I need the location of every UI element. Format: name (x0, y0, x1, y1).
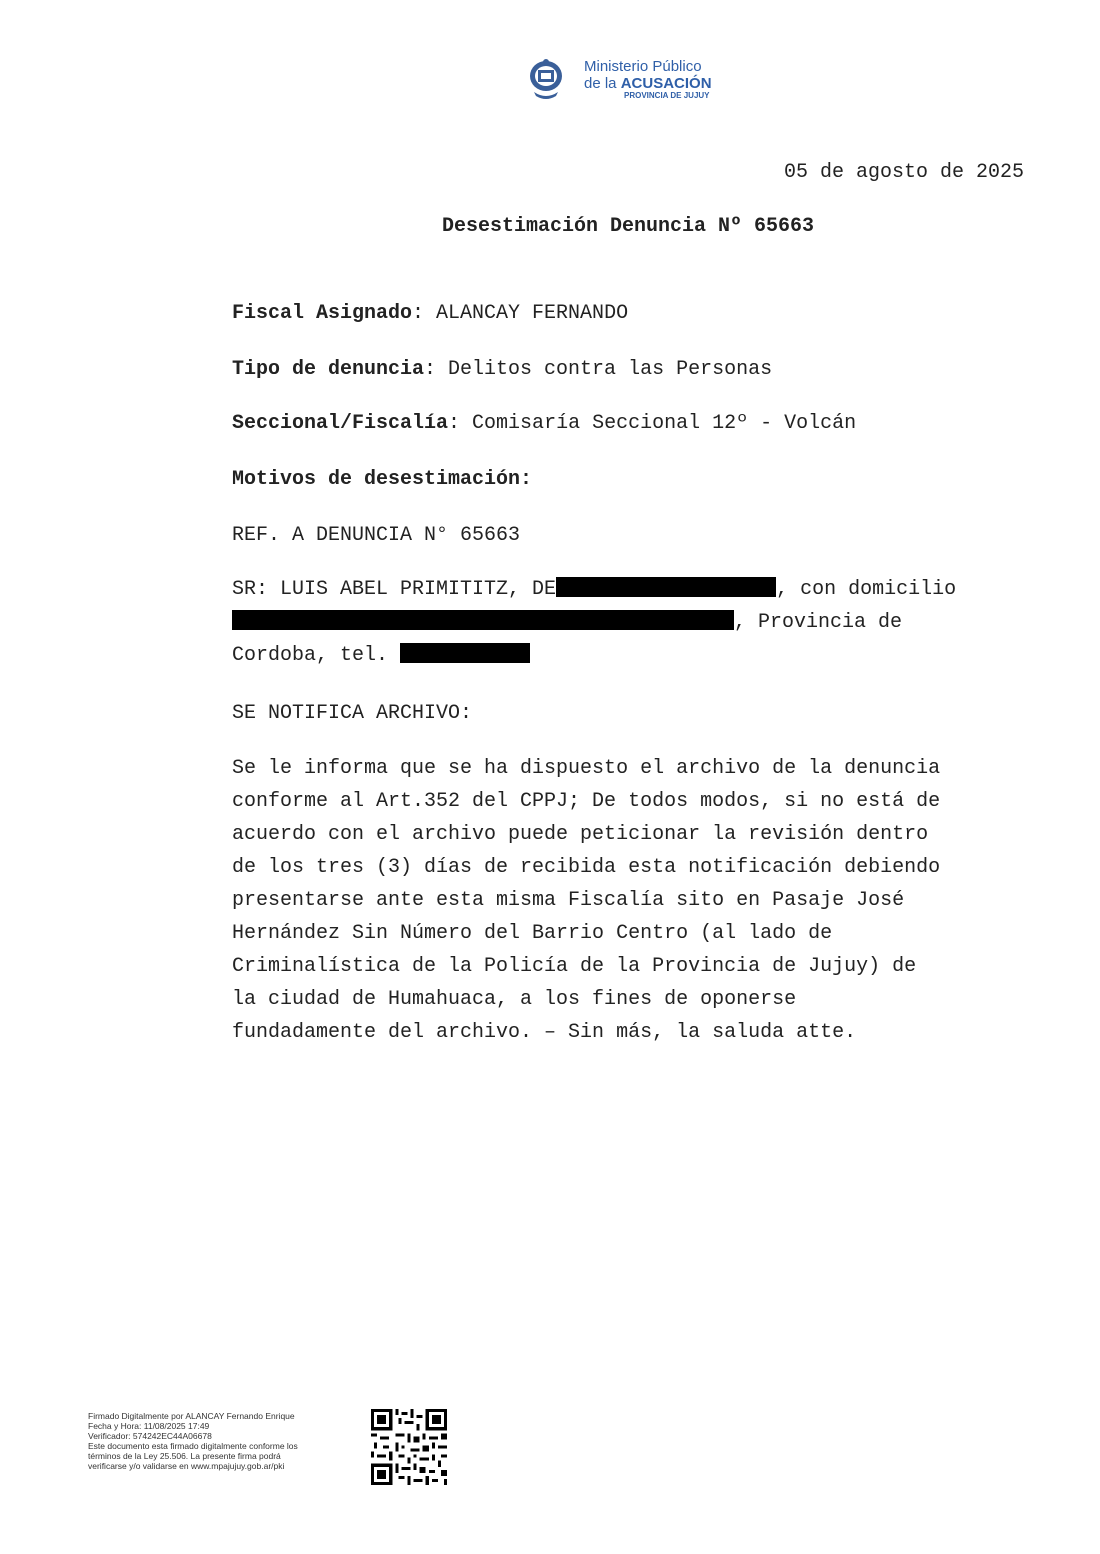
document-date: 05 de agosto de 2025 (783, 161, 1024, 184)
logo-line-3: PROVINCIA DE JUJUY (624, 91, 710, 100)
body-line: presentarse ante esta misma Fiscalía sito en Pasaje José (232, 889, 905, 912)
tipo-field (232, 358, 772, 381)
body-line: Criminalística de la Policía de la Provincia de Jujuy) de (232, 955, 917, 978)
motivos-label: Motivos de desestimación: (232, 468, 533, 491)
document-title: Desestimación Denuncia Nº 65663 (441, 215, 815, 238)
seccional-value: : Comisaría Seccional 12º - Volcán (448, 412, 857, 435)
sr-line-2 (232, 606, 1032, 639)
signature-line: Este documento esta firmado digitalmente conforme los (88, 1441, 298, 1451)
signature-line: Firmado Digitalmente por ALANCAY Fernando Enrique (88, 1411, 295, 1421)
sr-line-3-a: Cordoba, tel. (232, 644, 401, 667)
signature-line: términos de la Ley 25.506. La presente firma podrá (88, 1451, 281, 1461)
sr-line-1-b: , con domicilio (776, 578, 957, 601)
signature-line: Fecha y Hora: 11/08/2025 17:49 (88, 1421, 210, 1431)
signature-line: verificarse y/o validarse en www.mpajujuy.gob.ar/pki (88, 1461, 285, 1471)
notifica-line: SE NOTIFICA ARCHIVO: (232, 702, 473, 725)
body-line: fundadamente del archivo. – Sin más, la saluda atte. (232, 1021, 857, 1044)
motivos-heading (232, 468, 532, 491)
logo-line-1: Ministerio Público (584, 58, 702, 75)
seccional-label: Seccional/Fiscalía (232, 412, 449, 435)
sr-line-1-a: SR: LUIS ABEL PRIMITITZ, DE (232, 578, 557, 601)
redaction-bar (400, 643, 530, 663)
emblem-icon (528, 56, 564, 102)
ministry-logo (528, 56, 738, 104)
body-line: acuerdo con el archivo puede peticionar la revisión dentro (232, 823, 929, 846)
body-line: Hernández Sin Número del Barrio Centro (al lado de (232, 922, 833, 945)
sr-line-1 (232, 573, 1032, 606)
fiscal-field (232, 302, 628, 325)
sr-paragraph (232, 573, 1032, 672)
logo-line-2 (584, 75, 712, 92)
qr-code-icon (371, 1409, 447, 1485)
tipo-label: Tipo de denuncia (232, 358, 425, 381)
redaction-bar (232, 610, 734, 630)
ref-line: REF. A DENUNCIA N° 65663 (232, 524, 521, 547)
logo-line-2-prefix: de la (584, 75, 621, 92)
fiscal-label: Fiscal Asignado (232, 302, 413, 325)
sr-line-2-b: , Provincia de (734, 611, 903, 634)
digital-signature-note (88, 1411, 368, 1471)
body-line: la ciudad de Humahuaca, a los fines de oponerse (232, 988, 797, 1011)
fiscal-value: : ALANCAY FERNANDO (412, 302, 629, 325)
body-line: conforme al Art.352 del CPPJ; De todos modos, si no está de (232, 790, 941, 813)
body-line: de los tres (3) días de recibida esta notificación debiendo (232, 856, 941, 879)
signature-line: Verificador: 574242EC44A06678 (88, 1431, 212, 1441)
tipo-value: : Delitos contra las Personas (424, 358, 773, 381)
redaction-bar (556, 577, 776, 597)
body-line: Se le informa que se ha dispuesto el archivo de la denuncia (232, 757, 941, 780)
body-paragraph (232, 752, 1032, 1049)
seccional-field (232, 412, 856, 435)
logo-line-2-bold: ACUSACIÓN (620, 75, 712, 92)
sr-line-3 (232, 639, 1032, 672)
